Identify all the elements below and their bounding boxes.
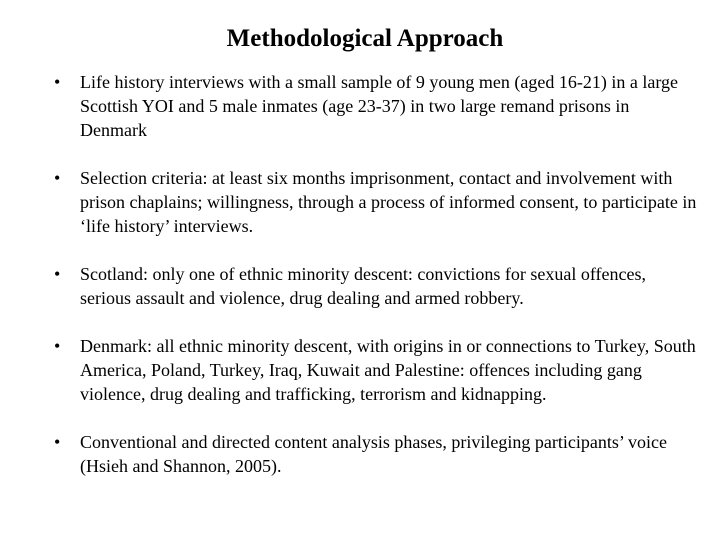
bullet-text: Scotland: only one of ethnic minority descent: convictions for sexual offences, serious assault and violence, drug dealing and armed robbery. [80, 264, 647, 308]
bullet-icon: • [54, 168, 61, 188]
bullet-list [52, 70, 700, 478]
bullet-icon: • [54, 264, 61, 284]
bullet-item-scotland [52, 262, 700, 310]
bullet-item-participants [52, 70, 700, 142]
bullet-item-content-analysis [52, 430, 700, 478]
bullet-icon: • [54, 72, 61, 92]
bullet-icon: • [54, 432, 61, 452]
bullet-item-denmark [52, 334, 700, 406]
bullet-text: Conventional and directed content analysis phases, privileging participants’ voice (Hsieh and Shannon, 2005). [80, 432, 667, 476]
bullet-text: Selection criteria: at least six months imprisonment, contact and involvement with prison chaplains; willingness, through a process of informed consent, to participate in ‘life history’ interviews. [80, 168, 697, 236]
bullet-item-selection-criteria [52, 166, 700, 238]
bullet-text: Denmark: all ethnic minority descent, with origins in or connections to Turkey, South America, Poland, Turkey, Iraq, Kuwait and Palestine: offences including gang violence, drug dealing and trafficking, terrorism and kidnapping. [80, 336, 696, 404]
slide-title: Methodological Approach [226, 25, 504, 52]
bullet-text: Life history interviews with a small sample of 9 young men (aged 16-21) in a large Scottish YOI and 5 male inmates (age 23-37) in two large remand prisons in Denmark [80, 72, 679, 140]
bullet-icon: • [54, 336, 61, 356]
